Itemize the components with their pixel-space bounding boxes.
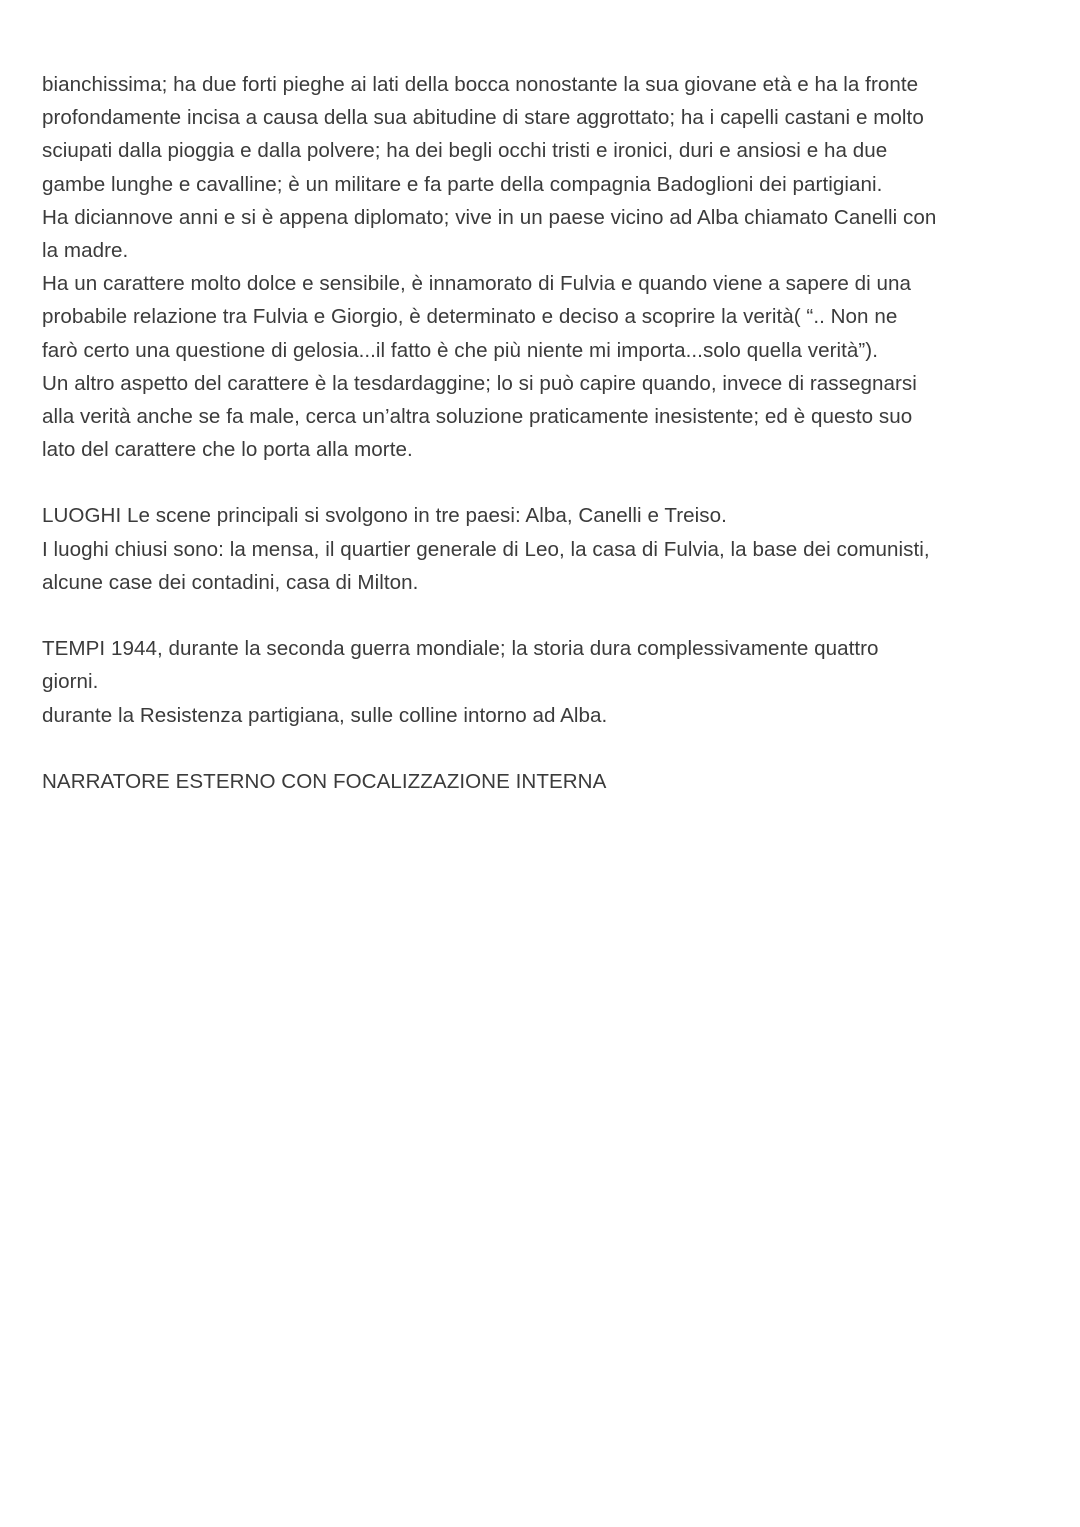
text-line: alcune case dei contadini, casa di Milton. [42, 570, 419, 594]
text-line: farò certo una questione di gelosia...il fatto è che più niente mi importa...solo quella verità”). [42, 338, 878, 362]
character-personality-paragraph [42, 267, 1042, 367]
text-line: profondamente incisa a causa della sua abitudine di stare aggrottato; ha i capelli castani e molto [42, 106, 924, 130]
paragraph-spacer [42, 599, 1042, 632]
character-biography-paragraph [42, 201, 1042, 267]
text-line: TEMPI 1944, durante la seconda guerra mondiale; la storia dura complessivamente quattro [42, 637, 879, 661]
character-stubbornness-paragraph [42, 367, 1042, 467]
text-line: LUOGHI Le scene principali si svolgono in tre paesi: Alba, Canelli e Treiso. [42, 504, 727, 528]
text-line: I luoghi chiusi sono: la mensa, il quartier generale di Leo, la casa di Fulvia, la base dei comunisti, [42, 537, 930, 561]
document-body [42, 68, 1042, 798]
paragraph-spacer [42, 466, 1042, 499]
text-line: NARRATORE ESTERNO CON FOCALIZZAZIONE INTERNA [42, 769, 607, 793]
text-line: probabile relazione tra Fulvia e Giorgio, è determinato e deciso a scoprire la verità( “.. Non ne [42, 305, 898, 329]
text-line: alla verità anche se fa male, cerca un’altra soluzione praticamente inesistente; ed è questo suo [42, 404, 913, 428]
narrator-section [42, 765, 1042, 798]
text-line: durante la Resistenza partigiana, sulle colline intorno ad Alba. [42, 703, 608, 727]
places-section [42, 499, 1042, 599]
text-line: giorni. [42, 670, 99, 694]
times-section [42, 632, 1042, 732]
paragraph-spacer [42, 732, 1042, 765]
text-line: Un altro aspetto del carattere è la tesdardaggine; lo si può capire quando, invece di rassegnarsi [42, 371, 917, 395]
text-line: Ha un carattere molto dolce e sensibile, è innamorato di Fulvia e quando viene a sapere di una [42, 272, 912, 296]
character-description-paragraph [42, 68, 1042, 201]
text-line: bianchissima; ha due forti pieghe ai lati della bocca nonostante la sua giovane età e ha la fronte [42, 73, 919, 96]
text-line: lato del carattere che lo porta alla morte. [42, 438, 413, 462]
text-line: sciupati dalla pioggia e dalla polvere; ha dei begli occhi tristi e ironici, duri e ansiosi e ha due [42, 139, 888, 163]
text-line: la madre. [42, 238, 129, 262]
text-line: Ha diciannove anni e si è appena diplomato; vive in un paese vicino ad Alba chiamato Canelli con [42, 205, 937, 229]
text-line: gambe lunghe e cavalline; è un militare e fa parte della compagnia Badoglioni dei partigiani. [42, 172, 883, 196]
